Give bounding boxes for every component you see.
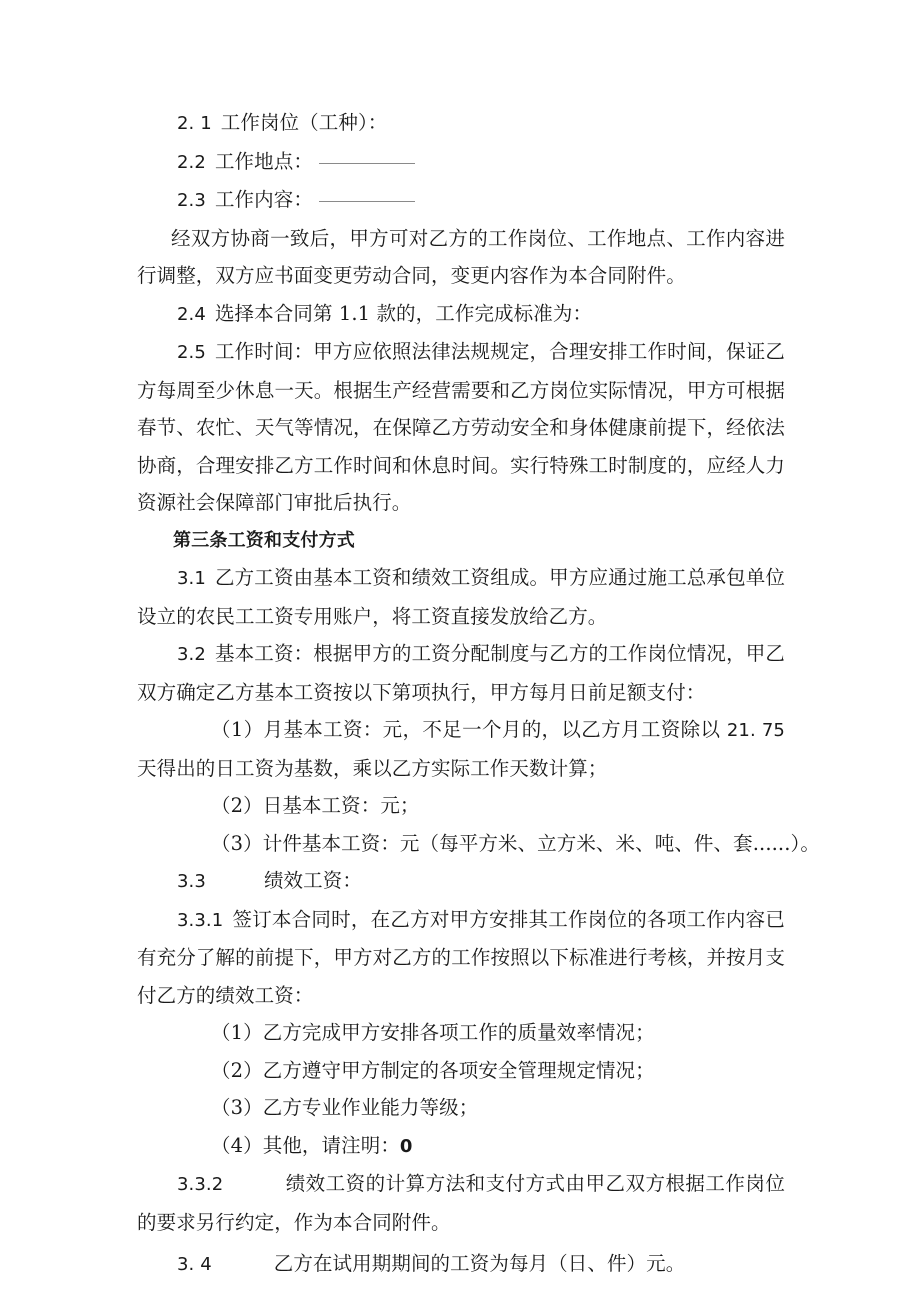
clause-3-4-text: 乙方在试用期期间的工资为每月（日、件）元。 bbox=[273, 1252, 686, 1275]
clause-3-3-1-number: 3.3.1 bbox=[177, 909, 224, 931]
paragraph-adjustment: 经双方协商一致后，甲方可对乙方的工作岗位、工作地点、工作内容进行调整，双方应书面变更劳动合同，变更内容作为本合同附件。 bbox=[137, 226, 785, 287]
clause-3-2-item-3-text: 计件基本工资：元（每平方米、立方米、米、吨、件、套......）。 bbox=[262, 831, 820, 855]
clause-2-1-number: 2. 1 bbox=[177, 113, 212, 134]
section-3-heading: 第三条工资和支付方式 bbox=[173, 529, 355, 551]
clause-3-2-item-2 bbox=[137, 787, 785, 825]
clause-3-3-1 bbox=[137, 901, 785, 1015]
clause-3-2-item-2-text: 日基本工资：元； bbox=[262, 794, 420, 817]
document-body bbox=[137, 104, 820, 1284]
clause-3-2-item-1-number: 21. 75 bbox=[726, 720, 785, 741]
clause-3-3-2-text: 绩效工资的计算方法和支付方式由甲乙双方根据工作岗位的要求另行约定，作为本合同附件。 bbox=[137, 1172, 785, 1234]
clause-3-3-1-item-3-text: 乙方专业作业能力等级； bbox=[262, 1096, 479, 1119]
clause-2-2-number: 2.2 bbox=[177, 151, 206, 173]
clause-3-2 bbox=[137, 635, 785, 711]
clause-3-2-item-1 bbox=[137, 711, 792, 787]
clause-3-3-1-text: 签订本合同时，在乙方对甲方安排其工作岗位的各项工作内容已有充分了解的前提下，甲方对乙方的工作按照以下标准进行考核，并按月支付乙方的绩效工资： bbox=[137, 907, 785, 1007]
clause-2-4-number: 2.4 bbox=[177, 303, 206, 325]
clause-2-3-number: 2.3 bbox=[177, 190, 206, 211]
clause-3-2-number: 3.2 bbox=[177, 644, 206, 665]
clause-3-3-1-item-3-marker: （3） bbox=[211, 1096, 263, 1119]
clause-3-3-1-item-2-marker: （2） bbox=[211, 1058, 263, 1082]
clause-3-2-item-3 bbox=[137, 825, 820, 863]
clause-2-3-blank-field[interactable] bbox=[319, 201, 415, 202]
clause-2-2-text: 工作地点： bbox=[214, 149, 313, 173]
clause-3-3-text: 绩效工资： bbox=[263, 869, 362, 892]
clause-3-2-item-2-marker: （2） bbox=[211, 794, 263, 817]
clause-3-2-item-1-marker: （1） bbox=[211, 718, 264, 741]
clause-3-3-2 bbox=[137, 1165, 785, 1241]
clause-3-1 bbox=[137, 559, 785, 635]
clause-3-3-1-item-1-marker: （1） bbox=[211, 1021, 263, 1044]
clause-3-3-1-item-4-value[interactable]: 0 bbox=[399, 1135, 413, 1157]
clause-2-2-blank-field[interactable] bbox=[319, 163, 415, 164]
clause-2-1 bbox=[137, 104, 785, 143]
clause-3-3-1-item-4 bbox=[137, 1127, 785, 1166]
clause-3-2-item-1-text-after: 天得出的日工资为基数，乘以乙方实际工作天数计算； bbox=[137, 718, 792, 780]
clause-2-4-text: 选择本合同第 1.1 款的，工作完成标准为： bbox=[214, 301, 593, 325]
clause-3-3 bbox=[137, 862, 785, 901]
clause-3-3-1-item-3 bbox=[137, 1089, 785, 1127]
clause-3-3-number: 3.3 bbox=[177, 871, 206, 892]
clause-3-3-1-item-1-text: 乙方完成甲方安排各项工作的质量效率情况； bbox=[262, 1021, 655, 1044]
clause-2-5 bbox=[137, 333, 785, 522]
clause-3-4 bbox=[137, 1245, 785, 1284]
clause-3-3-1-item-2 bbox=[137, 1052, 785, 1090]
clause-2-1-text: 工作岗位（工种）： bbox=[220, 111, 388, 134]
clause-2-5-number: 2.5 bbox=[177, 342, 206, 363]
clause-2-3-text: 工作内容： bbox=[214, 188, 313, 211]
clause-3-3-2-number: 3.3.2 bbox=[177, 1174, 224, 1195]
clause-2-2 bbox=[137, 143, 785, 182]
clause-3-4-number: 3. 4 bbox=[177, 1254, 212, 1275]
clause-2-5-text: 工作时间：甲方应依照法律法规规定，合理安排工作时间，保证乙方每周至少休息一天。根据生产经营需要和乙方岗位实际情况，甲方可根据春节、农忙、天气等情况，在保障乙方劳动安全和身体健康前提下，经依法协商，合理安排乙方工作时间和休息时间。实行特殊工时制度的，应经人力资源社会保障部门审批后执行。 bbox=[137, 340, 785, 514]
clause-3-1-number: 3.1 bbox=[177, 568, 206, 589]
clause-2-4 bbox=[137, 295, 785, 334]
clause-3-3-1-item-4-marker: （4） bbox=[211, 1133, 263, 1157]
clause-2-3 bbox=[137, 181, 785, 220]
clause-3-3-1-item-4-text: 其他，请注明： bbox=[262, 1133, 400, 1157]
clause-3-2-text: 基本工资：根据甲方的工资分配制度与乙方的工作岗位情况，甲乙双方确定乙方基本工资按以下第项执行，甲方每月日前足额支付： bbox=[137, 642, 785, 704]
clause-3-2-item-1-text-before: 月基本工资：元，不足一个月的，以乙方月工资除以 bbox=[263, 718, 727, 741]
clause-3-1-text: 乙方工资由基本工资和绩效工资组成。甲方应通过施工总承包单位设立的农民工工资专用账户，将工资直接发放给乙方。 bbox=[137, 566, 785, 628]
clause-3-2-item-3-marker: （3） bbox=[211, 831, 263, 855]
clause-3-3-1-item-2-text: 乙方遵守甲方制定的各项安全管理规定情况； bbox=[262, 1058, 655, 1082]
clause-3-3-1-item-1 bbox=[137, 1014, 785, 1052]
